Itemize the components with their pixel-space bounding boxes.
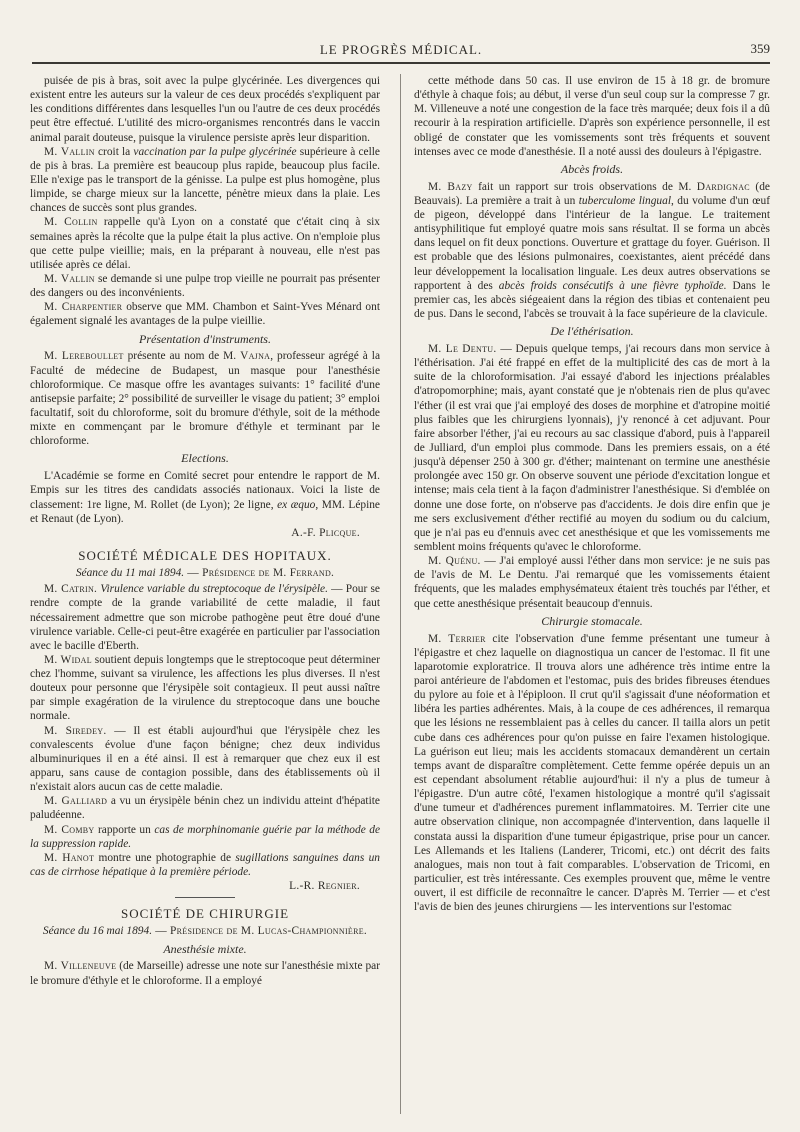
speaker-name: M. Siredey. <box>44 724 107 737</box>
speaker-name: M. Hanot <box>44 851 95 864</box>
paragraph: cette méthode dans 50 cas. Il use environ de 15 à 18 gr. de bromure d'éthyle à chaque fois; au début, il verse d'un seul coup sur la compresse 7 gr. M. Villeneuve a noté une congestion de la face très marquée; deux fois il a dû recourir à la respiration artificielle. D'après son expérience personnelle, il est obligé de constater que les vomissements sont très fréquents et souvent intenses avec ce mode d'anesthésie. Il a noté aussi des douleurs à l'épigastre. <box>414 75 770 158</box>
paragraph: L'Académie se forme en Comité secret pour entendre le rapport de M. Empis sur les titres des candidats associés nationaux. Voici la liste de classement: 1re ligne, M. Rollet (de Lyon); 2e ligne, ex æquo, MM. Lépine et Renaut (de Lyon). <box>30 470 380 525</box>
session-line: Séance du 16 mai 1894. — Présidence de M. Lucas-Championnière. <box>42 925 368 938</box>
paragraph: M. Siredey. — Il est établi aujourd'hui que l'érysipèle chez les convalescents évolue d'une façon bénigne; chez deux individus albuminuriques il en a été ainsi. Il est à remarquer que chez eux il est apparu, sans cause de contagion possible, dans des établissements où il n'existait alors aucun cas de cette maladie. <box>30 724 380 794</box>
paragraph: M. Catrin. Virulence variable du streptocoque de l'érysipèle. — Pour se rendre compte de la grande variabilité de cette maladie, il faut nécessairement admettre que son microbe pathogène peut être doué d'une virulence variable. Celle-ci peut-être exagérée en particulier par l'association avec le bacille d'Eberth. <box>30 583 380 652</box>
author-signature: A.-F. Plicque. <box>291 526 360 539</box>
speaker-name: M. Galliard <box>44 795 108 808</box>
paragraph: M. Galliard a vu un érysipèle bénin chez un individu atteint d'hépatite paludéenne. <box>30 795 380 822</box>
paragraph: puisée de pis à bras, soit avec la pulpe glycérinée. Les divergences qui existent entre les auteurs sur la valeur de ces deux procédés s'expliquent par les conditions différentes dans lesquelles l'un ou l'autre de ces deux procédés peut être effectué. L'utilité des micro-organismes rencontrés dans le vaccin animal parait douteuse, puisque la virulence persiste après leur disparition. <box>30 75 380 144</box>
speaker-name: M. Villeneuve <box>44 960 117 973</box>
society-title: SOCIÉTÉ MÉDICALE DES HOPITAUX. <box>78 547 332 563</box>
speaker-name: M. Terrier <box>428 632 486 645</box>
running-title: LE PROGRÈS MÉDICAL. <box>319 42 483 57</box>
paragraph: M. Vallin se demande si une pulpe trop vieille ne pourrait pas présenter des dangers ou des inconvénients. <box>30 272 380 300</box>
society-title: SOCIÉTÉ DE CHIRURGIE <box>120 906 290 922</box>
speaker-name: M. Le Dentu. <box>428 343 497 355</box>
paragraph: M. Collin rappelle qu'à Lyon on a constaté que c'était cinq à six semaines après la récolte que la pulpe était la plus active. On n'emploie plus que cette pulpe vieillie; mais, en la préparant à nouveau, elle n'est pas utilisée après ce délai. <box>30 216 380 271</box>
paragraph: M. Charpentier observe que MM. Chambon et Saint-Yves Ménard ont également signalé les avantages de la pulpe vieillie. <box>30 301 380 328</box>
speaker-name: M. Catrin. <box>44 583 98 596</box>
right-column <box>414 74 770 914</box>
speaker-name: M. Widal <box>44 653 92 666</box>
section-heading: Elections. <box>181 451 229 466</box>
paragraph: M. Widal soutient depuis longtemps que le streptocoque peut déterminer chez l'homme, suivant sa virulence, les affections les plus diverses. Il n'est douteux pour personne que l'érysipèle soit contagieux. Il peut aussi naître par simple exagération de la virulence du streptocoque dans une bouche normale. <box>30 653 381 723</box>
paragraph: M. Lereboullet présente au nom de M. Vajna, professeur agrégé à la Faculté de médecine de Budapest, un masque pour l'anesthésie chloroformique. Ce masque offre les avantages suivants: 1° facilité d'une antisepsie parfaite; 2° possibilité de surveiller le visage du patient; 3° emploi facultatif, soit du chloroforme, soit du bromure d'éthyle, soit de la méthode mixte en commençant par le bromure d'éthyle et terminant par le chloroforme. <box>30 350 381 448</box>
session-line: Séance du 11 mai 1894. — Présidence de M. Ferrand. <box>75 567 335 580</box>
header-rule <box>32 62 770 64</box>
author-signature: L.-R. Regnier. <box>289 880 360 893</box>
section-heading: Anesthésie mixte. <box>163 941 247 956</box>
page-number: 359 <box>750 41 770 56</box>
page-header <box>32 40 770 60</box>
paragraph: M. Vallin croit la vaccination par la pulpe glycérinée supérieure à celle de pis à bras. La première est beaucoup plus rapide, beaucoup plus facile. Elle n'exige pas le transport de la génisse. La pulpe est plus homogène, plus limpide, se charge mieux sur la lancette, pénètre mieux dans la plaie. Les chances de succès sont plus grandes. <box>30 145 380 215</box>
section-divider <box>175 897 235 898</box>
speaker-name: M. Charpentier <box>44 301 123 314</box>
speaker-name: M. Comby <box>44 823 95 836</box>
paragraph: M. Terrier cite l'observation d'une femme présentant une tumeur à l'épigastre et chez laquelle on diagnostiqua un cancer de l'estomac. Il fit une laparotomie exploratrice. Il trouva alors une adhérence très intime entre la paroi antérieure de l'abdomen et l'estomac, puis des brides fibreuses étendues du pylore au foie et à l'épiploon. Il crut qu'il s'agissait d'une néoformation et libéra les parties adhérentes. Mais, à la coupe de ces adhérences, il remarqua que les lésions ne ressemblaient pas à celles du cancer. Il tailla alors un petit cube dans ces adhérences pour qu'on puisse en faire l'examen histologique. La guérison eut lieu; mais les accidents stomacaux demandèrent un certain temps avant de disparaître complètement. Cette femme opérée depuis un an est cependant absolument rétablie aujourd'hui: il n'y a plus de tumeur à l'épigastre. D'un autre côté, l'examen histologique a montré qu'il s'agissait d'une tumeur et d'adhérences purement inflammatoires. M. Terrier cite une autre observation clinique, non accompagnée d'intervention, dans laquelle il constata aussi la disparition d'une tumeur épigastrique, prise pour un cancer. Les Allemands et les Italiens (Landerer, Tricomi, etc.) ont décrit des faits analogues, mais non tout à fait comparables. L'observation de Tricomi, en particulier, est très intéressante. Ces exemples prouvent que, même le ventre ouvert, il est difficile de reconnaître le cancer. D'après M. Terrier — et c'est l'avis de bien des jeunes chirurgiens — les interventions sur l'estomac <box>414 632 770 914</box>
speaker-name: M. Bazy <box>428 180 473 193</box>
left-column <box>30 74 380 988</box>
speaker-name: M. Vallin <box>44 145 95 158</box>
section-heading: Abcès froids. <box>560 161 624 176</box>
paragraph: M. Le Dentu. — Depuis quelque temps, j'ai recours dans mon service à l'éthérisation. J'ai été frappé en effet de la multiplicité des cas de mort à la suite de la chloroformisation. J'ai essayé d'abord les injections préalables d'atropomorphine; mais, ayant constaté que je n'obtenais rien de plus qu'avec l'éther (il est vrai que j'ai employé des doses de morphine et d'atropine moitié plus faibles que les chirurgiens lyonnais), j'y renoncé à cet adjuvant. Pour faire absorber l'éther, j'ai eu recours au sac classique d'abord, puis à l'appareil de Julliard, d'un emploi plus commode. Dans les premiers essais, on a été jusqu'à dépenser 250 à 300 gr. d'éther; maintenant on termine une anesthésie prolongée avec 150 gr. On observe souvent une période d'excitation longue et intense; mais cela tient à la façon d'administrer l'anesthésique. Si d'emblée on donne une dose forte, on n'observe pas d'accidents. Je dois dire enfin que je me sers exclusivement d'éther rectifié au moyen du sodium ou du calcium, que je n'ai pas eu d'ennuis avec cet anesthésique et que les vomissements me semblent moins fréquents qu'avec le chloroforme. <box>414 343 770 553</box>
paragraph: M. Hanot montre une photographie de sugillations sanguines dans un cas de cirrhose hépatique à la première période. <box>30 851 380 879</box>
section-heading: Chirurgie stomacale. <box>541 613 643 628</box>
column-divider <box>400 74 401 1114</box>
paragraph: M. Quénu. — J'ai employé aussi l'éther dans mon service: je ne suis pas de l'avis de M. Le Dentu. J'ai remarqué que les vomissements étaient fréquents, que les malades emphysémateux étaient très touchés par l'éther, et que cette anesthésique présentait beaucoup d'ennuis. <box>414 555 770 610</box>
paragraph: M. Bazy fait un rapport sur trois observations de M. Dardignac (de Beauvais). La première a trait à un tuberculome lingual, du volume d'un œuf de pigeon, développé dans l'intérieur de la langue. Le traitement antisyphilitique fut employé quatre mois sans résultat. Il se forma un abcès dans lequel on fit deux ponctions. Ouverture et grattage du foyer. Guérison. Il est probable que des lésions pulmonaires, coexistantes, aient précédé dans leur développement la localisation linguale. Les deux autres observations se rapportent à des abcès froids consécutifs à une fièvre typhoïde. Dans le premier cas, les abcès siégeaient dans la région des tibias et contenaient peu de pus. Dans le second, l'abcès se trouvait à la face supérieure de la clavicule. <box>414 180 771 320</box>
speaker-name: M. Lereboullet <box>44 350 124 363</box>
paragraph: M. Villeneuve (de Marseille) adresse une note sur l'anesthésie mixte par le bromure d'éthyle et le chloroforme. Il a employé <box>30 960 380 987</box>
speaker-name: M. Quénu. <box>428 555 481 568</box>
speaker-name: M. Collin <box>44 216 98 229</box>
section-heading: De l'éthérisation. <box>550 324 634 339</box>
section-heading: Présentation d'instruments. <box>139 331 271 346</box>
speaker-name: M. Vallin <box>44 272 95 285</box>
paragraph: M. Comby rapporte un cas de morphinomanie guérie par la méthode de la suppression rapide. <box>30 823 380 850</box>
